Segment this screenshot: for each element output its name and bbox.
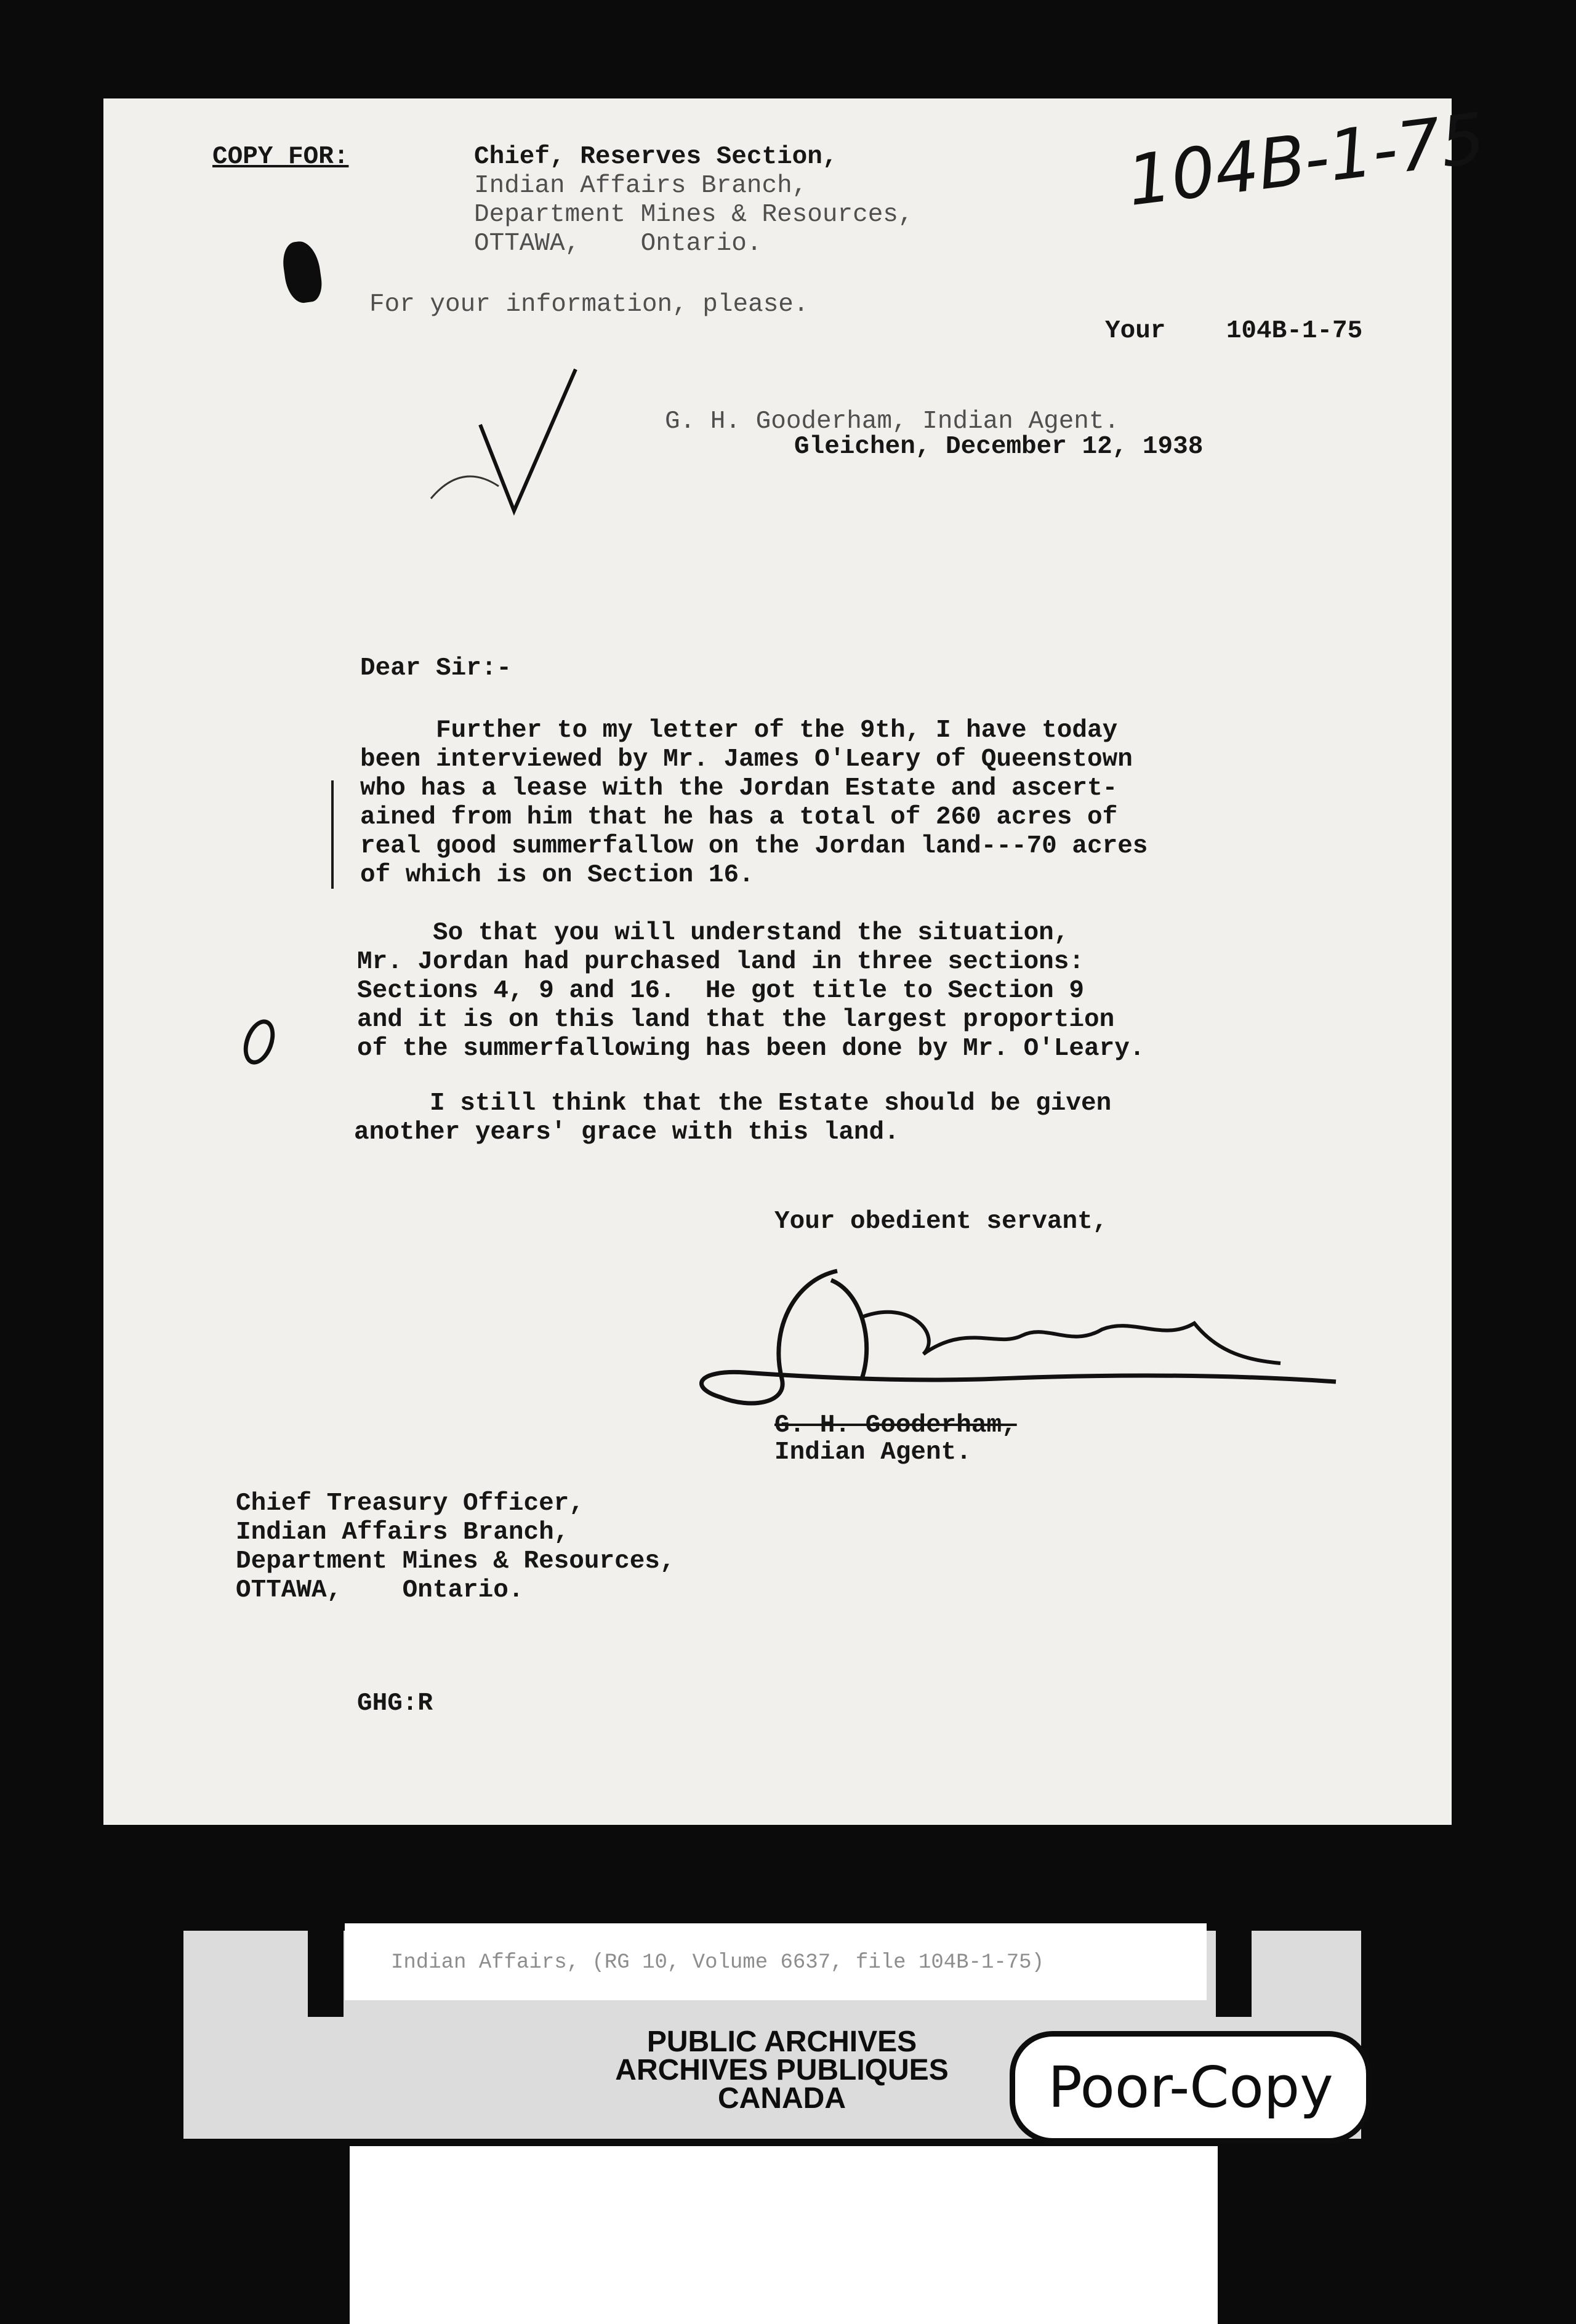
paragraph-line: Sections 4, 9 and 16. He got title to Section 9 [357, 977, 1084, 1005]
checkmark-icon [425, 357, 622, 523]
poor-copy-text: Poor-Copy [1048, 2054, 1333, 2120]
paragraph-line: of the summerfallowing has been done by Mr. O'Leary. [357, 1035, 1145, 1063]
paragraph-line: another years' grace with this land. [354, 1118, 899, 1147]
copy-for-line: Department Mines & Resources, [474, 201, 914, 229]
salutation: Dear Sir:- [360, 654, 512, 683]
poor-copy-stamp [1010, 2031, 1372, 2144]
recipient-line: Indian Affairs Branch, [236, 1518, 569, 1547]
handwritten-file-number: 104B-1-75 [1123, 98, 1489, 222]
paragraph-line: who has a lease with the Jordan Estate and ascert- [360, 774, 1118, 803]
archive-stamp [554, 2025, 1010, 2115]
paragraph-line: real good summerfallow on the Jordan land---70 acres [360, 832, 1148, 860]
paragraph-3 [354, 1089, 1111, 1147]
copy-for-line: Indian Affairs Branch, [474, 172, 808, 200]
paragraph-line: Mr. Jordan had purchased land in three sections: [357, 948, 1084, 976]
closing: Your obedient servant, [774, 1208, 1108, 1236]
recipient-line: OTTAWA, Ontario. [236, 1576, 524, 1605]
archive-stamp-line: ARCHIVES PUBLIQUES [615, 2054, 949, 2086]
paragraph-1 [360, 716, 1148, 890]
paragraph-2 [357, 919, 1144, 1064]
paragraph-line: of which is on Section 16. [360, 861, 754, 889]
signature-title: Indian Agent. [774, 1438, 971, 1467]
paragraph-line: Further to my letter of the 9th, I have today [360, 716, 1118, 745]
archive-label-card [345, 1923, 1207, 2000]
paragraph-line: ained from him that he has a total of 260 acres of [360, 803, 1118, 831]
paragraph-line: So that you will understand the situation, [357, 919, 1069, 947]
signature-name: G. H. Gooderham, [774, 1411, 1017, 1440]
signature-scrawl [677, 1256, 1342, 1422]
your-reference: Your 104B-1-75 [1105, 317, 1363, 345]
copy-for-address [474, 143, 914, 258]
sender-line: G. H. Gooderham, Indian Agent. [665, 407, 1120, 436]
margin-bracket [331, 780, 334, 889]
archive-reference: Indian Affairs, (RG 10, Volume 6637, file 104B-1-75) [391, 1951, 1044, 1974]
typist-initials: GHG:R [357, 1689, 433, 1718]
archive-stamp-line: CANADA [718, 2082, 846, 2115]
recipient-address [236, 1489, 675, 1605]
recipient-line: Department Mines & Resources, [236, 1547, 675, 1576]
sender-place-date: Gleichen, December 12, 1938 [794, 433, 1204, 461]
strip-dark-tab-left [308, 1931, 344, 2017]
copy-for-line: Chief, Reserves Section, [474, 143, 838, 171]
paragraph-line: and it is on this land that the largest proportion [357, 1006, 1115, 1034]
paragraph-line: been interviewed by Mr. James O'Leary of Queenstown [360, 745, 1133, 774]
information-note: For your information, please. [369, 290, 809, 319]
paragraph-line: I still think that the Estate should be given [354, 1089, 1112, 1118]
copy-for-line: OTTAWA, Ontario. [474, 230, 762, 258]
lower-blank-card [350, 2146, 1218, 2324]
archive-stamp-line: PUBLIC ARCHIVES [646, 2025, 917, 2058]
strip-dark-tab-right [1216, 1931, 1252, 2017]
recipient-line: Chief Treasury Officer, [236, 1489, 584, 1518]
copy-for-label: COPY FOR: [212, 143, 349, 171]
